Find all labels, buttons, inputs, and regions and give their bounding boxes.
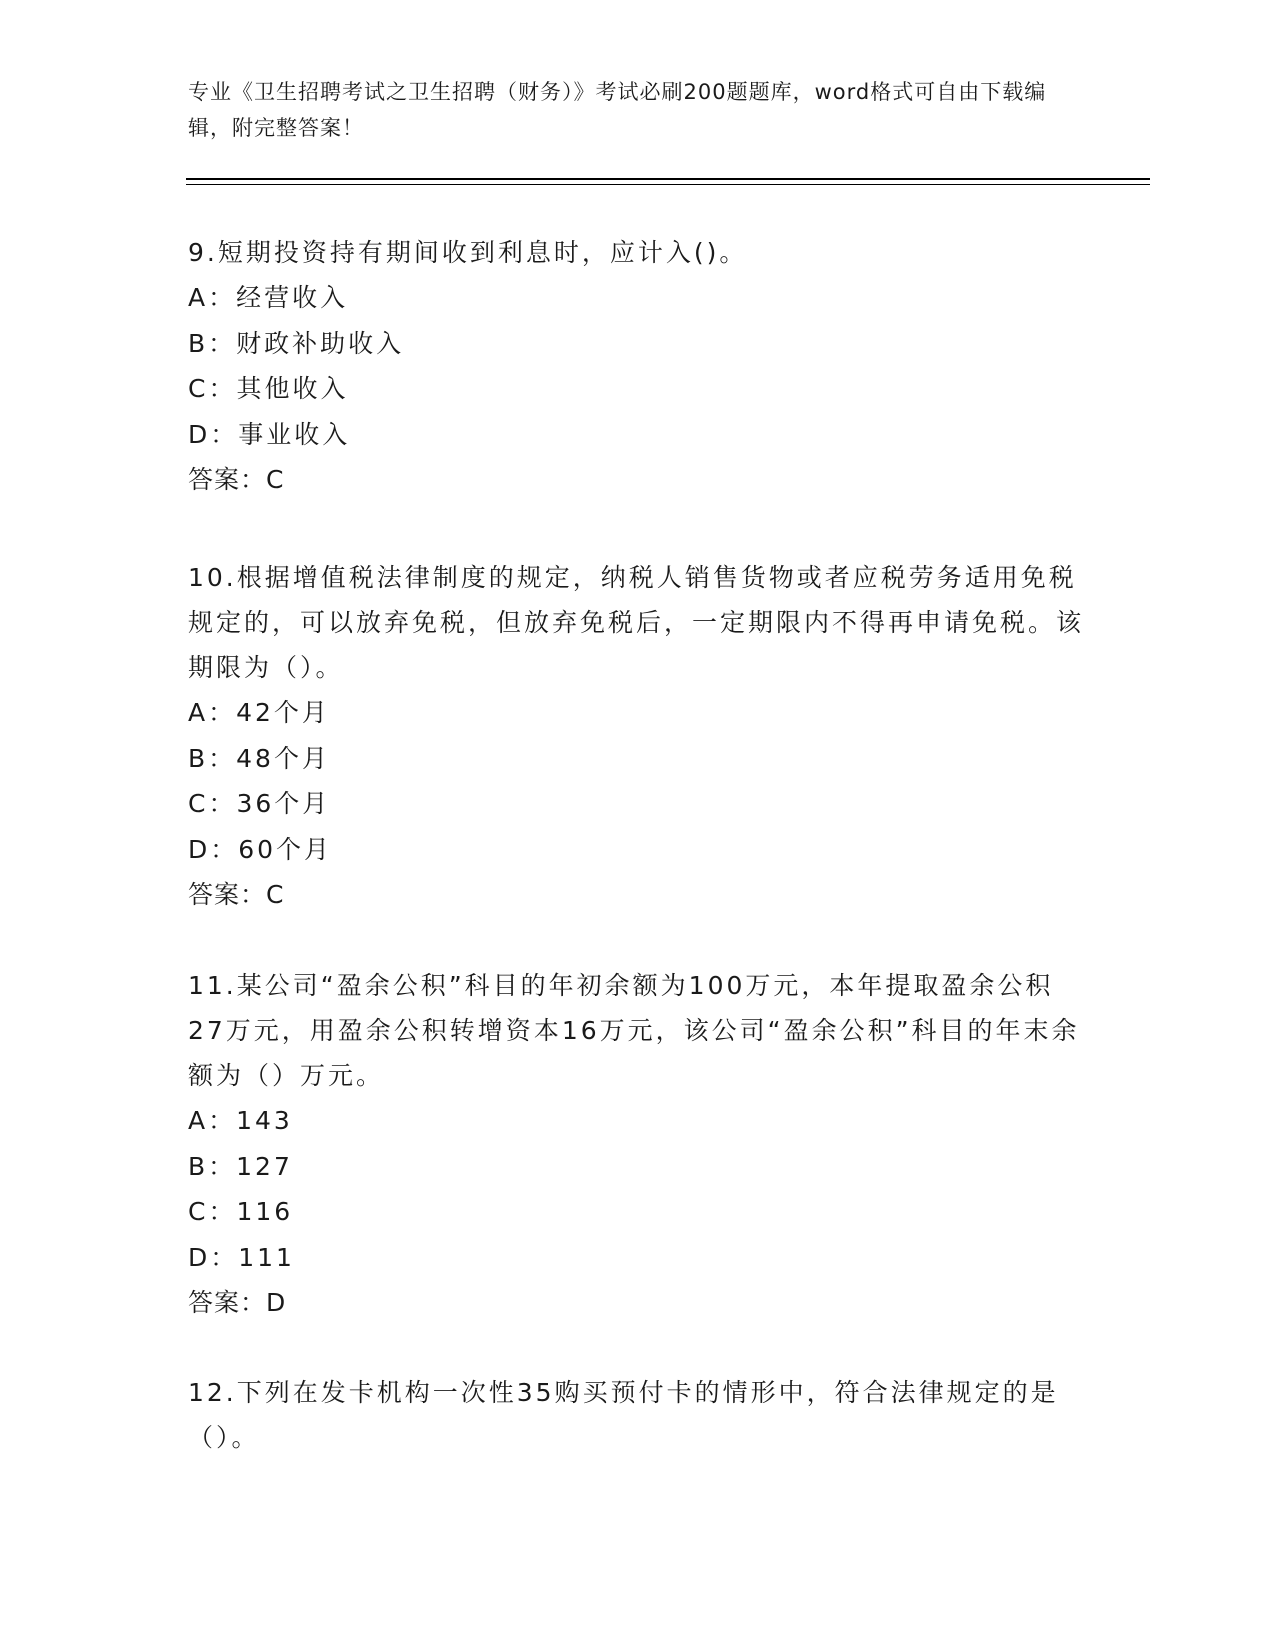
answer-line: 答案：C (188, 880, 285, 909)
answer-line: 答案：C (188, 465, 285, 494)
option-c: C：其他收入 (188, 374, 349, 403)
option-b: B：财政补助收入 (188, 328, 405, 358)
question-stem: 12.下列在发卡机构一次性35购买预付卡的情形中，符合法律规定的是（）。 (188, 1378, 1059, 1452)
question-stem: 9.短期投资持有期间收到利息时，应计入()。 (188, 238, 748, 267)
header-divider-thick (186, 178, 1150, 180)
option-b: B：127 (188, 1151, 293, 1181)
question-stem: 11.某公司“盈余公积”科目的年初余额为100万元，本年提取盈余公积27万元，用盈余公积转增资本16万元，该公司“盈余公积”科目的年末余额为（）万元。 (188, 971, 1080, 1090)
option-a: A：143 (188, 1106, 293, 1135)
option-d: D：111 (188, 1242, 295, 1272)
option-b: B：48个月 (188, 743, 330, 773)
document-intro: 专业《卫生招聘考试之卫生招聘（财务）》考试必刷200题题库，word格式可自由下载编辑，附完整答案！ (188, 80, 1047, 140)
question-11 (188, 963, 1088, 1325)
question-9 (188, 230, 1088, 502)
question-12 (188, 1370, 1088, 1460)
answer-line: 答案：D (188, 1288, 287, 1317)
option-a: A：经营收入 (188, 283, 349, 312)
option-a: A：42个月 (188, 698, 330, 727)
question-10 (188, 555, 1088, 917)
option-d: D：事业收入 (188, 419, 351, 449)
option-d: D：60个月 (188, 834, 333, 864)
question-stem: 10.根据增值税法律制度的规定，纳税人销售货物或者应税劳务适用免税规定的，可以放弃免税，但放弃免税后，一定期限内不得再申请免税。该期限为（）。 (188, 563, 1085, 682)
option-c: C：116 (188, 1197, 294, 1226)
option-c: C：36个月 (188, 789, 331, 818)
header-divider-thin (186, 184, 1150, 185)
